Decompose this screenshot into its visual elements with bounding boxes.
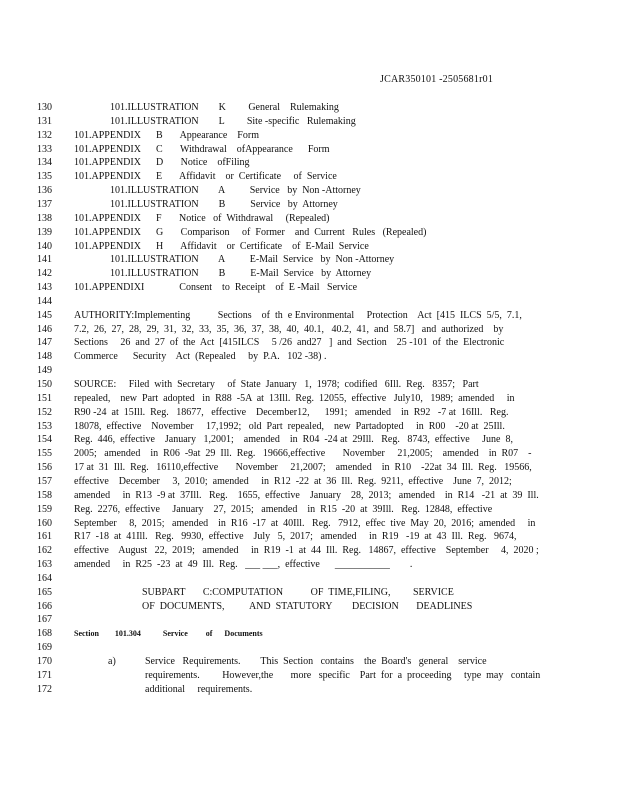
line-text: Commerce Security Act (Repealed by P.A. 102 -38) . xyxy=(74,351,327,363)
line-number: 161 xyxy=(37,531,52,543)
document-line xyxy=(0,281,618,295)
line-text: R90 -24 at 15Ill. Reg. 18677, effective December12, 1991; amended in R92 -7 at 16Ill. Reg. xyxy=(74,406,509,418)
line-number: 152 xyxy=(37,406,52,418)
line-text: 101.APPENDIX B Appearance Form xyxy=(74,129,259,141)
line-text: 101.APPENDIX F Notice of Withdrawal (Repealed) xyxy=(74,212,330,224)
document-line xyxy=(0,558,618,572)
line-text: September 8, 2015; amended in R16 -17 at 40Ill. Reg. 7912, effec tive May 20, 2016; amended in xyxy=(74,517,536,529)
document-line xyxy=(0,350,618,364)
line-text: 101.APPENDIX H Affidavit or Certificate of E-Mail Service xyxy=(74,240,369,252)
document-line xyxy=(0,198,618,212)
line-text: 101.APPENDIXI Consent to Receipt of E -Mail Service xyxy=(74,282,358,294)
document-line xyxy=(0,156,618,170)
document-line xyxy=(0,267,618,281)
line-text: a) xyxy=(108,656,116,667)
line-text: 101.ILLUSTRATION L Site -specific Rulemaking xyxy=(110,115,356,127)
document-line xyxy=(0,572,618,586)
document-line xyxy=(0,364,618,378)
line-number: 169 xyxy=(37,642,52,654)
document-line xyxy=(0,212,618,226)
line-number: 132 xyxy=(37,129,52,141)
line-number: 164 xyxy=(37,572,52,584)
line-number: 165 xyxy=(37,586,52,598)
line-text: effective December 3, 2010; amended in R12 -22 at 36 Ill. Reg. 9211, effective June 7, 2012; xyxy=(74,475,512,487)
document-line xyxy=(0,129,618,143)
line-text: amended in R25 -23 at 49 Ill. Reg. ___ ___, effective ___________ . xyxy=(74,559,413,571)
line-text: 2005; amended in R06 -9at 29 Ill. Reg. 19666,effective November 21,2005; amended in R07 - xyxy=(74,448,532,460)
line-number: 135 xyxy=(37,171,52,183)
document-line xyxy=(0,683,618,697)
document-line xyxy=(0,489,618,503)
document-line xyxy=(0,641,618,655)
line-text-continued: requirements. However,the more specific Part for a proceeding type may contain xyxy=(145,669,541,681)
document-line xyxy=(0,336,618,350)
document-line xyxy=(0,378,618,392)
line-text: 7.2, 26, 27, 28, 29, 31, 32, 33, 35, 36, 37, 38, 40, 40.1, 40.2, 41, and 58.7] and authorized by xyxy=(74,323,504,335)
line-number: 140 xyxy=(37,240,52,252)
line-number: 157 xyxy=(37,475,52,487)
line-text: OF DOCUMENTS, AND STATUTORY DECISION DEADLINES xyxy=(142,600,473,612)
line-number: 171 xyxy=(37,669,52,681)
line-number: 168 xyxy=(37,628,52,640)
document-line xyxy=(0,170,618,184)
line-number: 167 xyxy=(37,614,52,626)
line-number: 170 xyxy=(37,656,52,667)
line-text: SUBPART C:COMPUTATION OF TIME,FILING, SERVICE xyxy=(142,586,454,598)
line-number: 148 xyxy=(37,351,52,363)
document-line xyxy=(0,392,618,406)
line-number: 142 xyxy=(37,268,52,280)
line-number: 138 xyxy=(37,212,52,224)
document-line xyxy=(0,143,618,157)
line-text: R17 -18 at 41Ill. Reg. 9930, effective July 5, 2017; amended in R19 -19 at 43 Ill. Reg. 9674, xyxy=(74,531,517,543)
line-number: 145 xyxy=(37,309,52,321)
document-line xyxy=(0,600,618,614)
line-number: 159 xyxy=(37,503,52,515)
line-number: 151 xyxy=(37,392,52,404)
document-line xyxy=(0,253,618,267)
document-code: JCAR350101 -2505681r01 xyxy=(380,74,494,85)
line-text: 101.ILLUSTRATION A E-Mail Service by Non -Attorney xyxy=(110,254,395,266)
document-line xyxy=(0,475,618,489)
document-line xyxy=(0,517,618,531)
line-text: 101.APPENDIX E Affidavit or Certificate of Service xyxy=(74,171,337,183)
line-number: 162 xyxy=(37,545,52,557)
document-line xyxy=(0,433,618,447)
document-line xyxy=(0,447,618,461)
line-number: 136 xyxy=(37,185,52,197)
line-text: AUTHORITY:Implementing Sections of th e Environmental Protection Act [415 ILCS 5/5, 7.1, xyxy=(74,309,522,321)
line-number: 133 xyxy=(37,143,52,155)
line-number: 147 xyxy=(37,337,52,349)
line-number: 160 xyxy=(37,517,52,529)
line-number: 143 xyxy=(37,282,52,294)
line-text-continued: Service Requirements. This Section contains the Board's general service xyxy=(145,656,487,667)
line-text: 101.APPENDIX C Withdrawal ofAppearance Form xyxy=(74,143,330,155)
line-number: 149 xyxy=(37,365,52,377)
line-number: 166 xyxy=(37,600,52,612)
line-number: 141 xyxy=(37,254,52,266)
line-text: 101.APPENDIX D Notice ofFiling xyxy=(74,157,250,169)
line-number: 153 xyxy=(37,420,52,432)
document-line xyxy=(0,101,618,115)
line-text: 18078, effective November 17,1992; old Part repealed, new Partadopted in R00 -20 at 25Ill. xyxy=(74,420,505,432)
line-number: 134 xyxy=(37,157,52,169)
document-line xyxy=(0,627,618,641)
line-text: 101.ILLUSTRATION B E-Mail Service by Attorney xyxy=(110,268,372,280)
line-text: 17 at 31 Ill. Reg. 16110,effective November 21,2007; amended in R10 -22at 34 Ill. Reg. 19566, xyxy=(74,462,532,474)
document-line xyxy=(0,295,618,309)
document-line xyxy=(0,406,618,420)
line-text: Sections 26 and 27 of the Act [415ILCS 5 /26 and27 ] and Section 25 -101 of the Electronic xyxy=(74,337,505,349)
line-text: 101.ILLUSTRATION A Service by Non -Attorney xyxy=(110,185,361,197)
line-number: 158 xyxy=(37,489,52,501)
line-number: 156 xyxy=(37,462,52,474)
line-text: amended in R13 -9 at 37Ill. Reg. 1655, effective January 28, 2013; amended in R14 -21 at 39 Ill. xyxy=(74,489,539,501)
line-number: 163 xyxy=(37,559,52,571)
document-line xyxy=(0,503,618,517)
document-line xyxy=(0,309,618,323)
line-number: 172 xyxy=(37,683,52,695)
document-line xyxy=(0,226,618,240)
document-line xyxy=(0,586,618,600)
line-text: Reg. 446, effective January 1,2001; amended in R04 -24 at 29Ill. Reg. 8743, effective June 8, xyxy=(74,434,513,446)
line-text: effective August 22, 2019; amended in R19 -1 at 44 Ill. Reg. 14867, effective September 4, 2020 ; xyxy=(74,545,539,557)
document-line xyxy=(0,184,618,198)
document-line xyxy=(0,530,618,544)
document-line xyxy=(0,240,618,254)
document-line xyxy=(0,613,618,627)
line-number: 144 xyxy=(37,295,52,307)
line-number: 131 xyxy=(37,115,52,127)
line-number: 130 xyxy=(37,102,52,113)
line-text: 101.ILLUSTRATION K General Rulemaking xyxy=(110,102,339,113)
line-text: Reg. 2276, effective January 27, 2015; amended in R15 -20 at 39Ill. Reg. 12848, effective xyxy=(74,503,493,515)
line-number: 150 xyxy=(37,379,52,390)
line-text: Section 101.304 Service of Documents xyxy=(74,629,263,639)
line-number: 155 xyxy=(37,448,52,460)
document-line xyxy=(0,323,618,337)
line-text: 101.APPENDIX G Comparison of Former and Current Rules (Repealed) xyxy=(74,226,427,238)
document-line xyxy=(0,115,618,129)
document-line xyxy=(0,655,618,669)
line-number: 139 xyxy=(37,226,52,238)
line-text: SOURCE: Filed with Secretary of State January 1, 1978; codified 6Ill. Reg. 8357; Part xyxy=(74,379,479,390)
document-line xyxy=(0,669,618,683)
document-line xyxy=(0,544,618,558)
line-number: 154 xyxy=(37,434,52,446)
line-text: repealed, new Part adopted in R88 -5A at 13Ill. Reg. 12055, effective July10, 1989; amended in xyxy=(74,392,515,404)
document-line xyxy=(0,461,618,475)
line-number: 146 xyxy=(37,323,52,335)
line-text-continued: additional requirements. xyxy=(145,683,253,695)
document-line xyxy=(0,420,618,434)
line-number: 137 xyxy=(37,198,52,210)
line-text: 101.ILLUSTRATION B Service by Attorney xyxy=(110,198,338,210)
